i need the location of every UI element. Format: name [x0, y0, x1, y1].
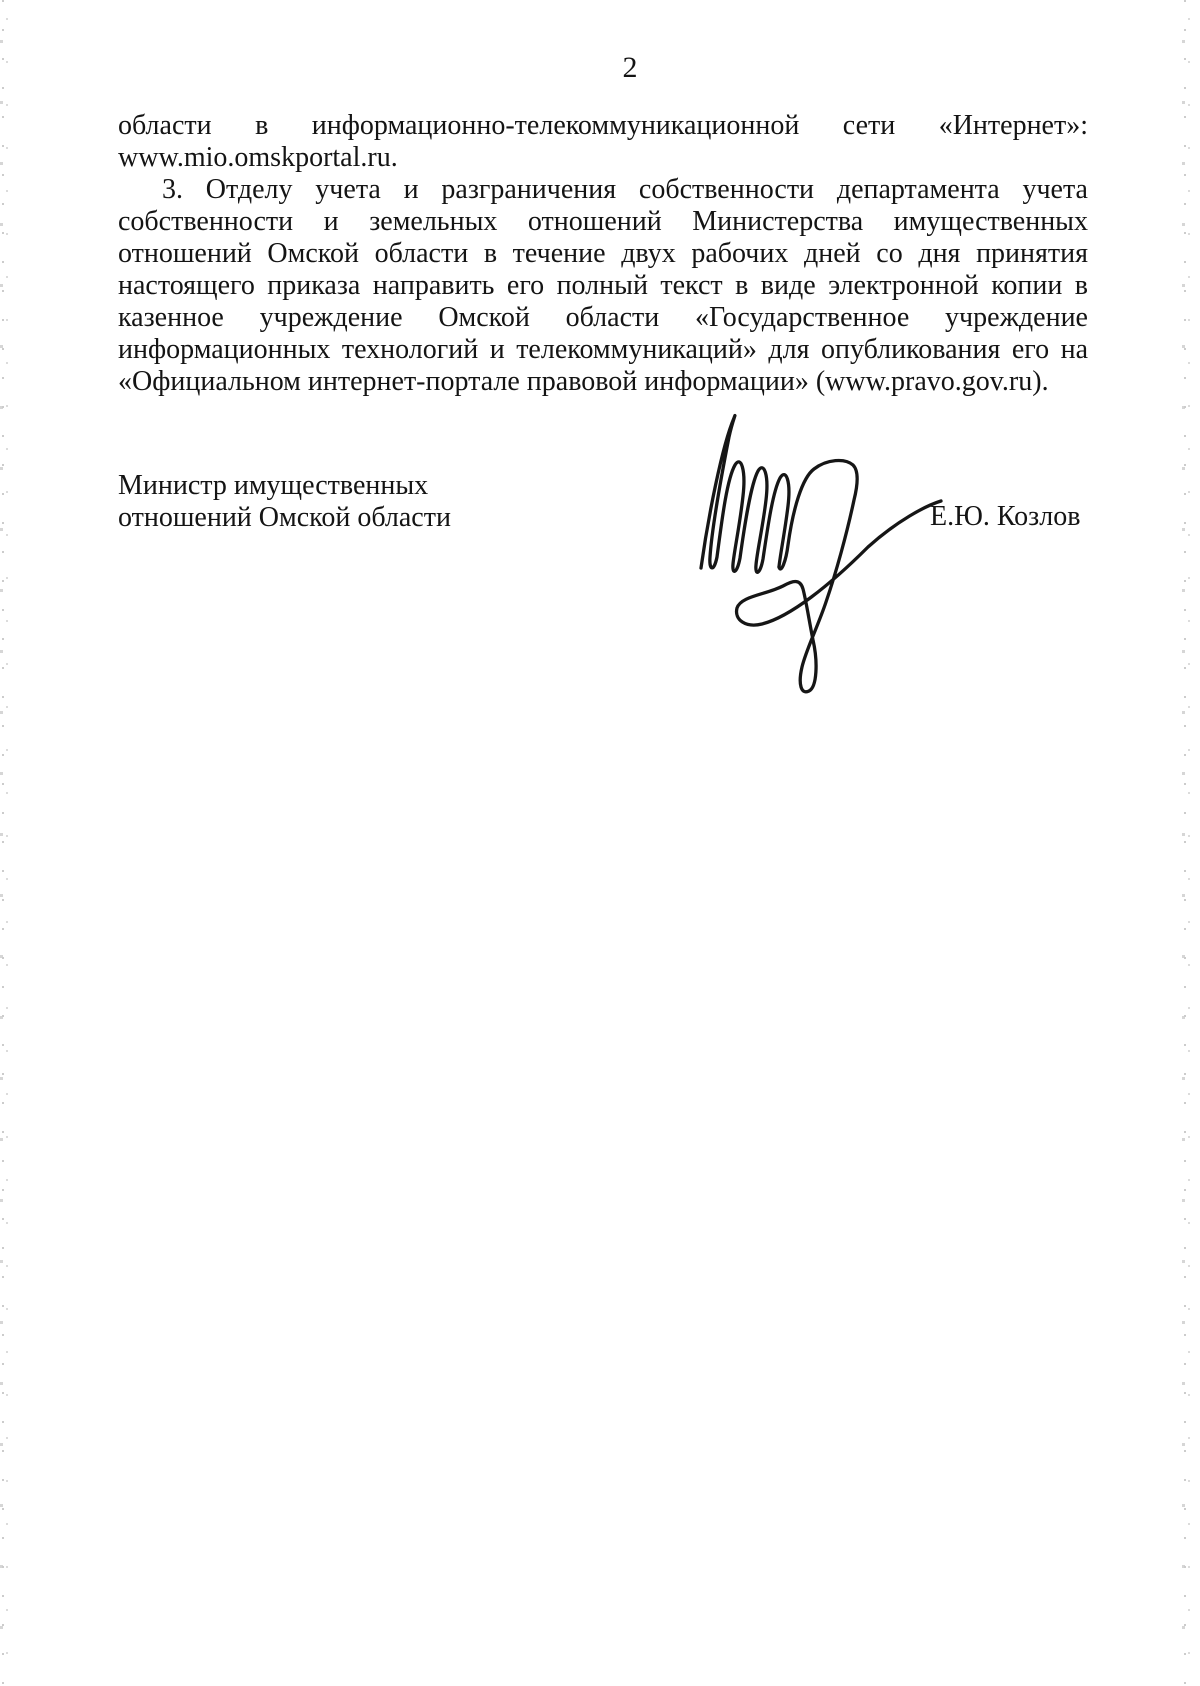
document-body: [118, 110, 1088, 398]
signer-name: Е.Ю. Козлов: [930, 501, 1081, 532]
body-line: настоящего приказа направить его полный текст в виде электронной копии в: [118, 270, 1088, 301]
body-line: «Официальном интернет-портале правовой информации» (www.pravo.gov.ru).: [118, 366, 1049, 397]
handwritten-signature: [655, 393, 960, 710]
signer-position-line: Министр имущественных: [118, 470, 429, 501]
signer-position-line: отношений Омской области: [118, 502, 451, 533]
body-line: собственности и земельных отношений Министерства имущественных: [118, 206, 1088, 237]
body-line: информационных технологий и телекоммуникаций» для опубликования его на: [118, 334, 1088, 365]
scan-noise-right-edge: [1182, 0, 1192, 1686]
body-line: казенное учреждение Омской области «Государственное учреждение: [118, 302, 1088, 333]
page-number: 2: [622, 51, 638, 84]
body-line: 3. Отделу учета и разграничения собственности департамента учета: [162, 174, 1088, 205]
signer-position-title: [118, 470, 578, 534]
body-line: www.mio.omskportal.ru.: [118, 142, 398, 173]
body-line: области в информационно-телекоммуникационной сети «Интернет»:: [118, 110, 1088, 141]
scan-noise-left-edge: [0, 0, 10, 1686]
body-line: отношений Омской области в течение двух рабочих дней со дня принятия: [118, 238, 1088, 269]
